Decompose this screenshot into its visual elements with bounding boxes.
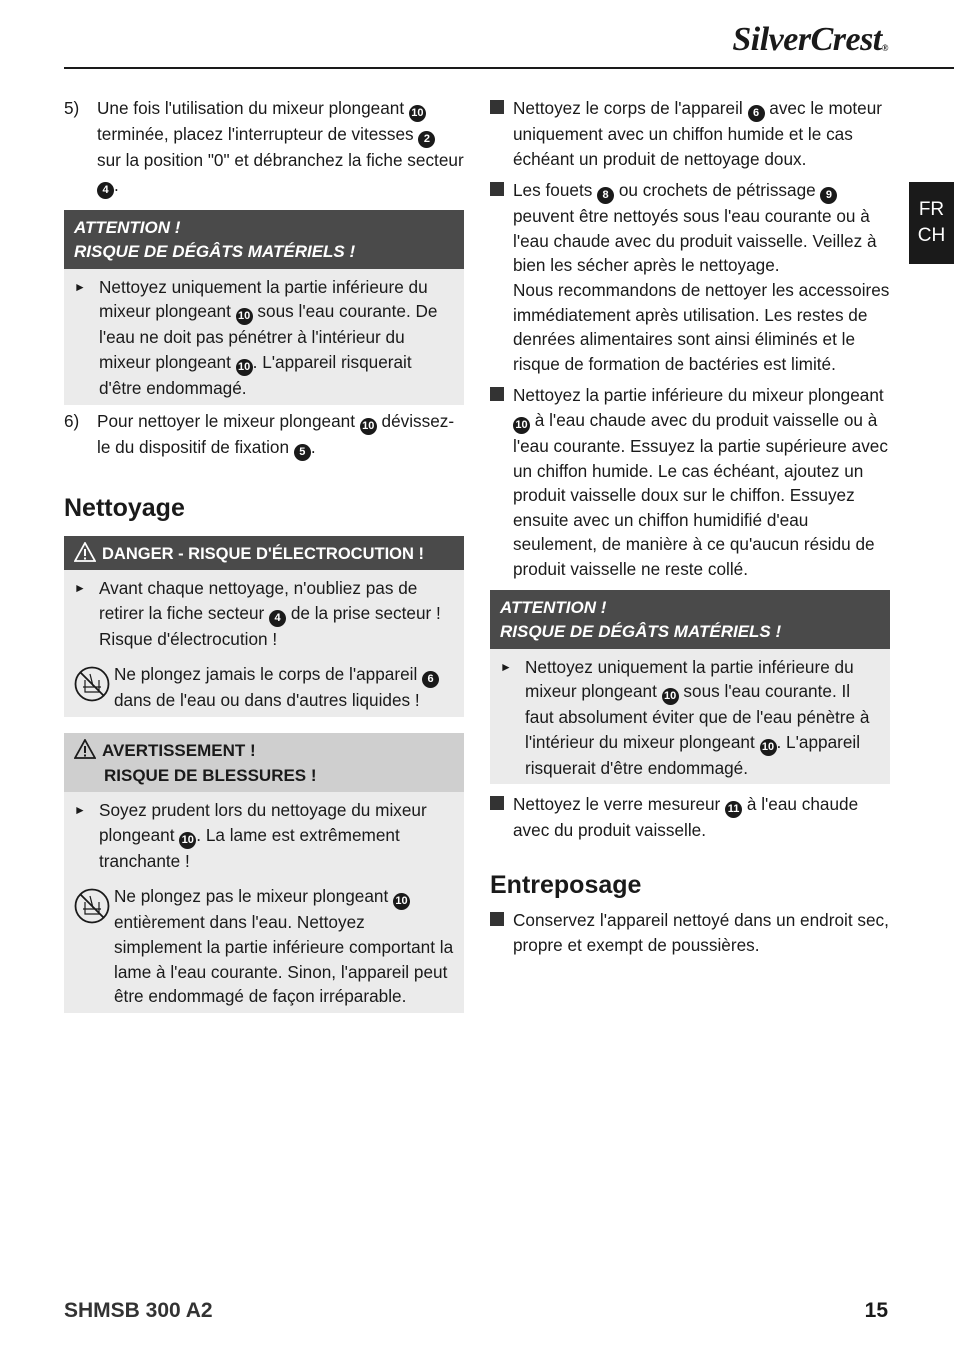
arrow-icon: ► xyxy=(500,659,512,674)
footer-model: SHMSB 300 A2 xyxy=(64,1299,213,1322)
list-item: Ne plongez jamais le corps de l'appareil 6 dans de l'eau ou dans d'autres liquides ! xyxy=(74,662,454,713)
warning-box: AVERTISSEMENT ! RISQUE DE BLESSURES ! ► Soyez prudent lors du nettoyage du mixeur plongeant 10 . La lame est extrêmement tranchante ! Ne plongez pas le mixeur plongeant 10 entièrement dans l'eau. Nettoyez simplement la partie inférieure comportant la lame à l'eau courante. Sinon, l'appareil peut être endommagé de façon irréparable. xyxy=(64,733,464,1013)
list-item: ► Nettoyez uniquement la partie inférieure du mixeur plongeant 10 sous l'eau courante. De l'eau ne doit pas pénétrer à l'intérieur du mixeur plongeant 10 . L'appareil risquerait d'être endommagé. xyxy=(74,275,454,401)
step-6: 6) Pour nettoyer le mixeur plongeant 10 dévissez-le du dispositif de fixation 5 . xyxy=(64,409,464,461)
list-item: Ne plongez pas le mixeur plongeant 10 entièrement dans l'eau. Nettoyez simplement la partie inférieure comportant la lame à l'eau courante. Sinon, l'appareil peut être endommagé de façon irréparable. xyxy=(74,884,454,1008)
list-item: Nettoyez le corps de l'appareil 6 avec le moteur uniquement avec un chiffon humide et le cas échéant un produit de nettoyage doux. xyxy=(490,96,890,171)
arrow-icon: ► xyxy=(74,581,86,596)
list-item: Nettoyez le verre mesureur 11 à l'eau chaude avec du produit vaisselle. xyxy=(490,792,890,843)
list-item: Nettoyez la partie inférieure du mixeur plongeant 10 à l'eau chaude avec du produit vaisselle ou à l'eau courante. Essuyez la partie supérieure avec un chiffon humide. Le cas échéant, ajoutez un produit vaisselle doux sur le chiffon. Essuyez ensuite avec un chiffon humidifié d'eau seulement, de manière à ce qu'aucun résidu de produit vaisselle ne reste collé. xyxy=(490,383,890,581)
language-tab xyxy=(909,182,954,264)
no-immersion-icon xyxy=(74,666,110,702)
step-5: 5) Une fois l'utilisation du mixeur plongeant 10 terminée, placez l'interrupteur de vitesses 2 sur la position "0" et débranchez la fiche secteur 4 . xyxy=(64,96,464,199)
lang-ch: CH xyxy=(917,225,946,246)
list-item: ► Avant chaque nettoyage, n'oubliez pas de retirer la fiche secteur 4 de la prise secteur ! Risque d'électrocution ! xyxy=(74,576,454,651)
header-rule xyxy=(64,67,954,69)
square-bullet-icon xyxy=(490,96,513,171)
arrow-icon: ► xyxy=(74,803,86,818)
attention-box-1: ATTENTION ! RISQUE DE DÉGÂTS MATÉRIELS ! ► Nettoyez uniquement la partie inférieure du mixeur plongeant 10 sous l'eau courante. De l'eau ne doit pas pénétrer à l'intérieur du mixeur plongeant 10 . L'appareil risquerait d'être endommagé. xyxy=(64,210,464,405)
square-bullet-icon xyxy=(490,178,513,376)
attention-box-2: ATTENTION ! RISQUE DE DÉGÂTS MATÉRIELS ! ► Nettoyez uniquement la partie inférieure du mixeur plongeant 10 sous l'eau courante. Il faut absolument éviter que de l'eau pénètre à l'intérieur du mixeur plongeant 10 . L'appareil risquerait d'être endommagé. xyxy=(490,590,890,785)
danger-box: DANGER - RISQUE D'ÉLECTROCUTION ! ► Avant chaque nettoyage, n'oubliez pas de retirer la fiche secteur 4 de la prise secteur ! Risque d'électrocution ! Ne plongez jamais le corps de l'appareil 6 dans de l'eau ou dans d'autres liquides ! xyxy=(64,536,464,717)
brand-logo: SilverCrest® xyxy=(732,21,888,58)
square-bullet-icon xyxy=(490,908,513,957)
list-item: Conservez l'appareil nettoyé dans un endroit sec, propre et exempt de poussières. xyxy=(490,908,890,957)
square-bullet-icon xyxy=(490,792,513,843)
warning-triangle-icon xyxy=(74,542,96,562)
right-column xyxy=(490,96,890,957)
entreposage-heading: Entreposage xyxy=(490,871,642,900)
lang-fr: FR xyxy=(918,199,945,220)
left-column xyxy=(64,96,464,1013)
list-item: ► Nettoyez uniquement la partie inférieure du mixeur plongeant 10 sous l'eau courante. Il faut absolument éviter que de l'eau pénètre à l'intérieur du mixeur plongeant 10 . L'appareil risquerait d'être endommagé. xyxy=(500,655,880,781)
list-item: ► Soyez prudent lors du nettoyage du mixeur plongeant 10 . La lame est extrêmement tranchante ! xyxy=(74,798,454,873)
warning-triangle-icon xyxy=(74,739,96,759)
nettoyage-heading: Nettoyage xyxy=(64,493,185,522)
page-number: 15 xyxy=(864,1299,888,1322)
arrow-icon: ► xyxy=(74,279,86,294)
square-bullet-icon xyxy=(490,383,513,581)
no-immersion-icon xyxy=(74,888,110,924)
list-item: Les fouets 8 ou crochets de pétrissage 9 peuvent être nettoyés sous l'eau courante ou à l'eau chaude avec du produit vaisselle. Veillez à bien les sécher après le nettoyage. Nous recommandons de nettoyer les accessoires immédiatement après utilisation. Les restes de denrées alimentaires sont ainsi éliminés et le risque de formation de bactéries est limité. xyxy=(490,178,890,376)
